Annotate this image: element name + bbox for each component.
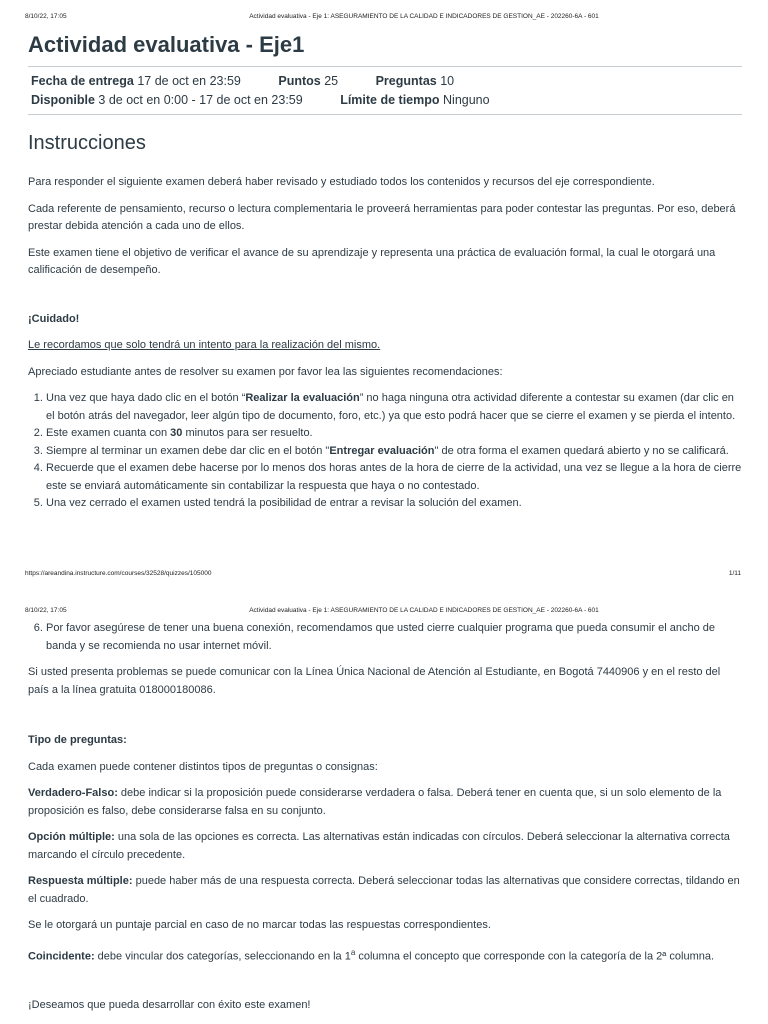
question-types-intro: Cada examen puede contener distintos tipos de preguntas o consignas: [28,760,378,773]
type-label: Coincidente: [28,950,95,963]
available-label: Disponible [31,93,95,107]
print-date: 8/10/22, 17:05 [25,13,67,20]
type-label: Verdadero-Falso: [28,787,118,799]
list-item: 5. Una vez cerrado el examen usted tendrá la posibilidad de entrar a revisar la solución del examen. [46,495,742,513]
instructions-paragraph: Este examen tiene el objetivo de verificar el avance de su aprendizaje y representa una práctica de evaluación formal, la cual le otorgará una calificación de desempeño. [28,246,716,276]
print-title: Actividad evaluativa - Eje 1: ASEGURAMIENTO DE LA CALIDAD E INDICADORES DE GESTION_AE - 202260-6A - 601 [249,607,599,614]
type-multiple-choice: Opción múltiple: una sola de las opciones es correcta. Las alternativas están indicadas con círculos. Deberá seleccionar la alternativa correcta marcando el círculo precedente. [28,831,730,861]
list-item: 2. Este examen cuanta con 30 minutos para ser resuelto. [46,425,742,443]
list-item: 4. Recuerde que el examen debe hacerse por lo menos dos horas antes de la hora de cierre de la actividad, una vez se llegue a la hora de cierre este se enviará automáticamente sin contabilizar la respuesta que haya o no contestado. [46,460,742,495]
realizar-evaluacion-text: Realizar la evaluación [245,392,360,404]
page-title: Actividad evaluativa - Eje1 [28,32,305,57]
print-url: https://areandina.instructure.com/courses/32528/quizzes/105000 [25,570,212,577]
type-matching: Coincidente: debe vincular dos categorías, seleccionando en la 1$^a$ columna el concepto que corresponde con la categoría de la 2ª columna. [28,947,715,963]
entregar-evaluacion-text: Entregar evaluación [329,444,435,457]
list-item: 3. Siempre al terminar un examen debe dar clic en el botón "Entregar evaluación" de otra forma el examen quedará abierto y no se calificará. [46,443,742,461]
type-multiple-answer: Respuesta múltiple: puede haber más de una respuesta correcta. Deberá seleccionar todas las alternativas que considere correctas, tildando en el cuadrado. [28,875,740,905]
page-number: 1/11 [728,570,741,577]
recommendations-intro: Apreciado estudiante antes de resolver su examen por favor lea las siguientes recomendaciones: [28,365,503,378]
print-header [0,607,768,621]
print-date: 8/10/22, 17:05 [25,607,67,614]
type-label: Respuesta múltiple: [28,875,133,887]
quiz-page-1 [28,27,742,513]
points-value: 25 [324,74,339,88]
available-value: 3 de oct en 0:00 - 17 de oct en 23:59 [98,93,303,107]
instructions-heading: Instrucciones [28,132,146,154]
warning-text: ¡Cuidado! [28,312,80,325]
quiz-meta [28,67,742,114]
question-types-heading [28,732,742,750]
type-label: Opción múltiple: [28,831,115,843]
closing-message: ¡Deseamos que pueda desarrollar con éxito este examen! [28,998,311,1011]
meta-row-2 [31,91,739,110]
print-footer [0,570,768,582]
points-label: Puntos [278,74,321,88]
instructions-paragraph: Cada referente de pensamiento, recurso o lectura complementaria le proveerá herramientas para poder contestar las preguntas. Por eso, deberá prestar debida atención a cada uno de ellos. [28,202,736,232]
warning-heading [28,311,742,329]
type-true-false: Verdadero-Falso: debe indicar si la proposición puede considerarse verdadera o falsa. Deberá tener en cuenta que, si un solo elemento de la proposición es falso, debe considerarse falsa en su conjunto. [28,787,722,817]
recommendations-list [28,390,742,513]
list-item: 6. Por favor asegúrese de tener una buena conexión, recomendamos que usted cierre cualquier programa que pueda consumir el ancho de banda y se recomienda no usar internet móvil. [46,620,742,655]
questions-value: 10 [440,74,455,88]
time-limit-label: Límite de tiempo [340,93,440,107]
questions-label: Preguntas [375,74,437,88]
divider [28,114,742,115]
support-paragraph: Si usted presenta problemas se puede comunicar con la Línea Única Nacional de Atención al Estudiante, en Bogotá 7440906 y en el resto del país a la línea gratuita 018000180086. [28,666,721,696]
print-title: Actividad evaluativa - Eje 1: ASEGURAMIENTO DE LA CALIDAD E INDICADORES DE GESTION_AE - 202260-6A - 601 [249,13,599,20]
due-label: Fecha de entrega [31,74,134,88]
due-value: 17 de oct en 23:59 [137,74,241,88]
instructions-paragraph: Para responder el siguiente examen deberá haber revisado y estudiado todos los contenidos y recursos del eje correspondiente. [28,176,655,188]
recommendations-list-continued [28,620,742,655]
print-header [0,13,768,27]
attempt-reminder: Le recordamos que solo tendrá un intento para la realización del mismo. [28,339,381,351]
partial-score-note: Se le otorgará un puntaje parcial en caso de no marcar todas las respuestas correspondientes. [28,919,491,931]
time-limit-value: Ninguno [443,93,490,107]
meta-row-1 [31,72,739,91]
time-minutes: 30 [170,427,183,439]
quiz-page-2 [28,620,742,1023]
question-types-heading-text: Tipo de preguntas: [28,734,127,746]
list-item: 1. Una vez que haya dado clic en el botón “Realizar la evaluación” no haga ninguna otra actividad diferente a contestar su examen (dar clic en el botón atrás del navegador, leer algún tipo de documento, foro, etc.) ya que esto podrá hacer que se cierre el examen y se pierda el intento. [46,390,742,425]
